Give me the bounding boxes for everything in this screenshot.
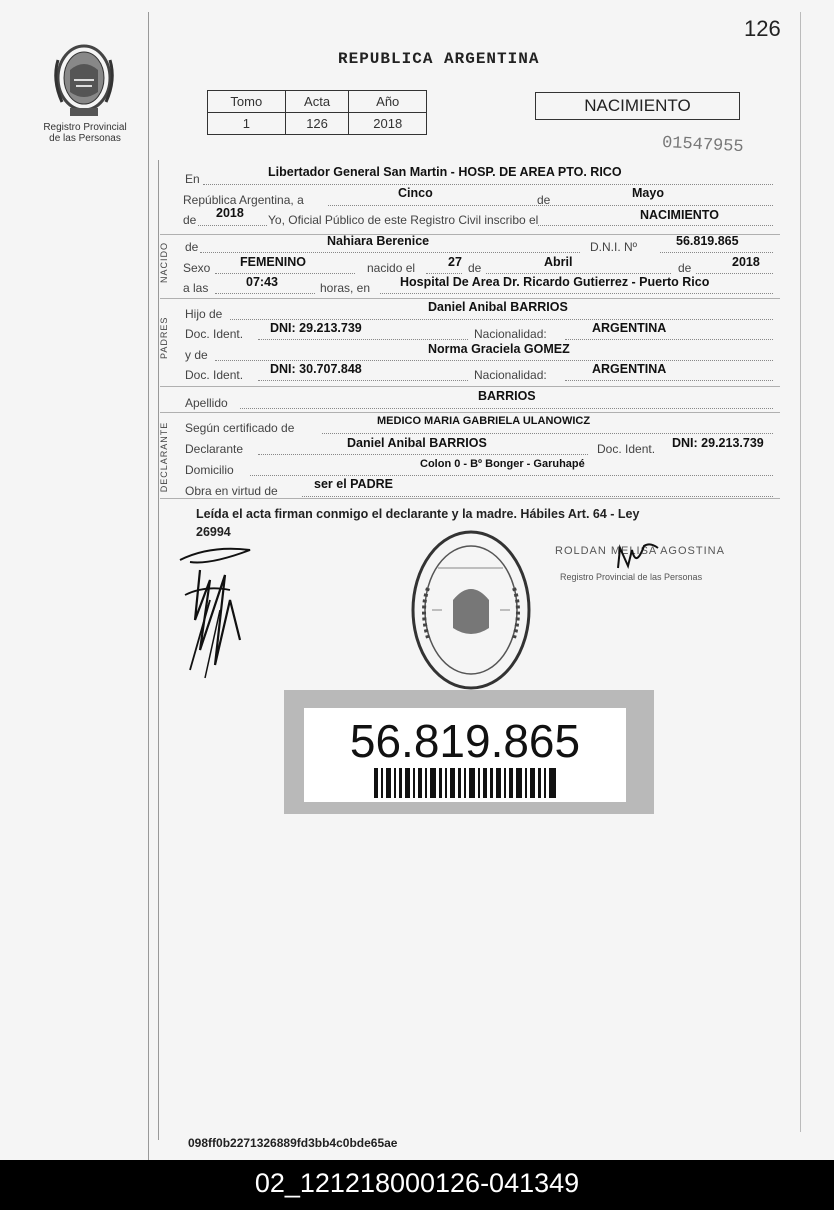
value-anio-registro: 2018 — [216, 206, 244, 220]
province-logo — [48, 40, 120, 120]
label-dni: D.N.I. Nº — [590, 240, 638, 254]
logo-caption-line1: Registro Provincial — [43, 122, 127, 133]
logo-caption-line2: de las Personas — [49, 133, 121, 144]
value-dni-declarante: DNI: 29.213.739 — [672, 436, 764, 450]
label-de-anio-nac: de — [678, 261, 692, 275]
value-apellido: BARRIOS — [478, 389, 536, 403]
divider-declarante-top — [160, 412, 780, 413]
value-madre: Norma Graciela GOMEZ — [428, 342, 570, 356]
value-mes-nacimiento: Abril — [544, 255, 573, 269]
label-domicilio: Domicilio — [185, 463, 234, 477]
closing-line-1: Leída el acta firman conmigo el declarante y la madre. Hábiles Art. 64 - Ley — [196, 507, 640, 521]
footer-id: 02_121218000126-041349 — [254, 1168, 580, 1198]
side-label-declarante: DECLARANTE — [159, 421, 169, 493]
value-mes-registro: Mayo — [632, 186, 664, 200]
label-nacido-el: nacido el — [367, 261, 416, 275]
label-apellido: Apellido — [185, 396, 228, 410]
value-certificado: MEDICO MARIA GABRIELA ULANOWICZ — [377, 415, 591, 427]
footer-bar — [0, 1160, 834, 1210]
value-lugar: Libertador General San Martin - HOSP. DE AREA PTO. RICO — [268, 165, 622, 179]
document-title: REPUBLICA ARGENTINA — [338, 50, 540, 68]
line-mes-nac — [486, 259, 671, 274]
label-segun-certificado: Según certificado de — [185, 421, 295, 435]
label-en: En — [185, 172, 200, 186]
value-sexo: FEMENINO — [240, 255, 306, 269]
label-doc-ident-declarante: Doc. Ident. — [597, 442, 656, 456]
right-margin-line — [800, 12, 801, 1132]
registry-table — [207, 90, 427, 135]
registry-seal — [408, 528, 534, 692]
serial-number: 01547955 — [661, 133, 745, 158]
value-anio-nacimiento: 2018 — [732, 255, 760, 269]
left-margin-line — [148, 12, 149, 1160]
side-label-padres: PADRES — [159, 316, 169, 359]
registry-header-anio: Año — [349, 91, 427, 113]
registry-table-values — [208, 113, 427, 135]
label-de-dia: de — [468, 261, 482, 275]
value-declarante: Daniel Anibal BARRIOS — [347, 436, 487, 450]
value-lugar-nacimiento: Hospital De Area Dr. Ricardo Gutierrez - Puerto Rico — [400, 275, 710, 289]
registry-value-acta: 126 — [285, 113, 349, 135]
value-obra-virtud: ser el PADRE — [314, 477, 393, 491]
value-dia-registro: Cinco — [398, 186, 433, 200]
logo-caption — [30, 122, 140, 144]
line-republica — [328, 191, 773, 206]
label-de-nombre: de — [185, 240, 199, 254]
registry-value-anio: 2018 — [349, 113, 427, 135]
label-yo-text: Yo, Oficial Público de este Registro Civil inscribo el — [268, 213, 539, 227]
declarant-signature — [170, 540, 270, 680]
inner-margin-line — [158, 160, 159, 1140]
official-stamp-name: ROLDAN MELISA AGOSTINA — [555, 545, 725, 557]
value-tipo-inscripcion: NACIMIENTO — [640, 208, 719, 222]
value-dni-madre: DNI: 30.707.848 — [270, 362, 362, 376]
label-nacionalidad-padre: Nacionalidad: — [474, 327, 547, 341]
registry-value-tomo: 1 — [208, 113, 286, 135]
value-nacionalidad-madre: ARGENTINA — [592, 362, 667, 376]
label-a-las: a las — [183, 281, 209, 295]
label-nacionalidad-madre: Nacionalidad: — [474, 368, 547, 382]
label-declarante: Declarante — [185, 442, 244, 456]
label-doc-ident-padre: Doc. Ident. — [185, 327, 244, 341]
label-y-de: y de — [185, 348, 208, 362]
barcode-label — [304, 708, 626, 802]
side-label-nacido: NACIDO — [159, 241, 169, 283]
registry-header-acta: Acta — [285, 91, 349, 113]
official-signature — [610, 538, 670, 578]
value-nombre: Nahiara Berenice — [327, 234, 430, 248]
value-dni-padre: DNI: 29.213.739 — [270, 321, 362, 335]
label-horas-en: horas, en — [320, 281, 371, 295]
registry-header-tomo: Tomo — [208, 91, 286, 113]
value-hora: 07:43 — [246, 275, 278, 289]
label-obra-virtud: Obra en virtud de — [185, 484, 278, 498]
label-hijo-de: Hijo de — [185, 307, 223, 321]
label-sexo: Sexo — [183, 261, 211, 275]
registry-table-header — [208, 91, 427, 113]
divider-declarante-bottom — [160, 498, 780, 499]
value-domicilio: Colon 0 - Bº Bonger - Garuhapé — [420, 458, 585, 470]
page-number: 126 — [744, 16, 781, 41]
label-doc-ident-madre: Doc. Ident. — [185, 368, 244, 382]
dni-barcode-sticker — [284, 690, 654, 814]
value-dni: 56.819.865 — [676, 234, 739, 248]
value-nacionalidad-padre: ARGENTINA — [592, 321, 667, 335]
record-type-box: NACIMIENTO — [535, 92, 740, 120]
divider-apellido-top — [160, 386, 780, 387]
barcode-bars — [374, 768, 556, 798]
label-republica: República Argentina, a — [183, 193, 304, 207]
closing-line-2: 26994 — [196, 525, 231, 539]
label-de-mes: de — [537, 193, 551, 207]
barcode-number: 56.819.865 — [349, 715, 581, 767]
value-dia-nacimiento: 27 — [448, 255, 462, 269]
divider-padres-top — [160, 298, 780, 299]
document-hash: 098ff0b2271326889fd3bb4c0bde65ae — [188, 1136, 398, 1150]
label-de-anio: de — [183, 213, 197, 227]
value-padre: Daniel Anibal BARRIOS — [428, 300, 568, 314]
official-stamp-registry: Registro Provincial de las Personas — [560, 572, 703, 582]
